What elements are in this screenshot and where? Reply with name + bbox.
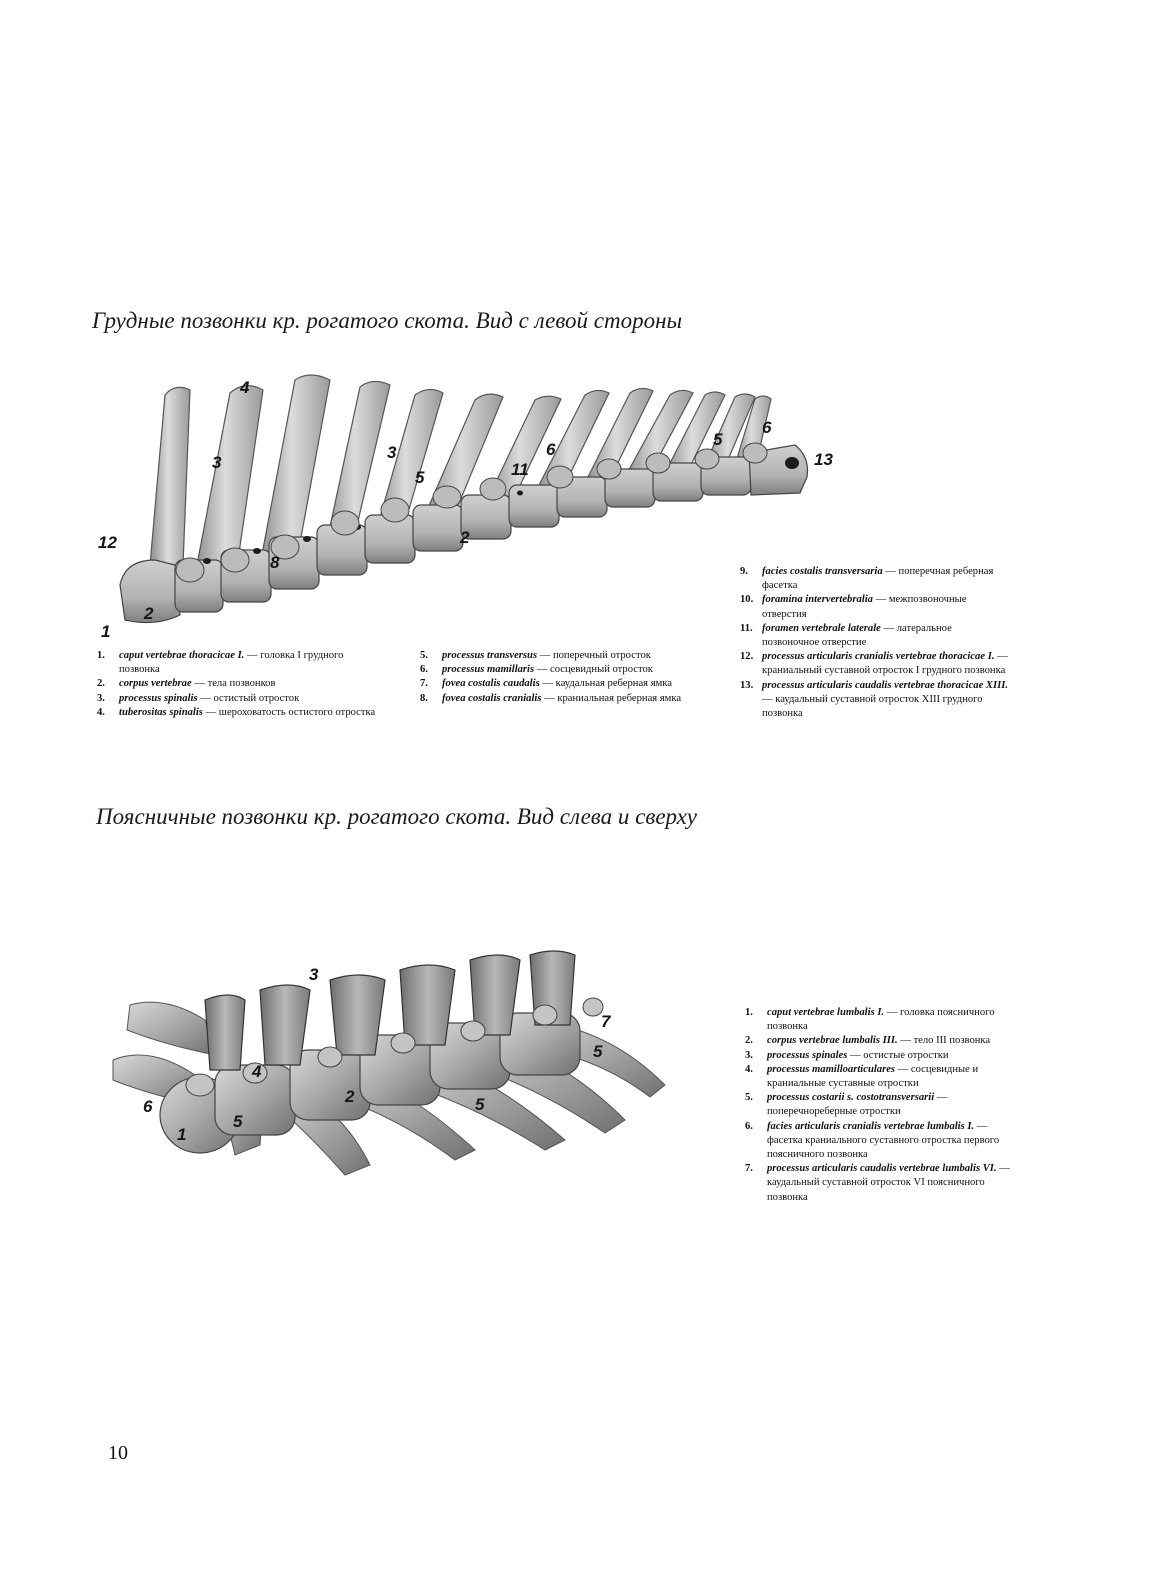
label-2a: 2 — [144, 604, 154, 623]
legend-item: 2. corpus vertebrae — тела позвонков — [97, 678, 276, 690]
label-5b: 5 — [713, 430, 723, 449]
legend-item: 1. caput vertebrae lumbalis I. — головка поясничного позвонка — [745, 1007, 995, 1033]
label-5b: 5 — [475, 1095, 485, 1114]
legend-item: 9. facies costalis transversaria — поперечная реберная фасетка — [740, 566, 994, 592]
legend-item: 6. processus mamillaris — сосцевидный отросток — [420, 664, 653, 676]
legend-item: 4. processus mamilloarticulares — сосцевидные и краниальные суставные отростки — [745, 1063, 979, 1090]
legend-item: 13. processus articularis caudalis vertebrae thoracicae XIII. — каудальный суставной отросток XIII грудного позвонка — [740, 679, 1009, 720]
legend-item: 1. caput vertebrae thoracicae I. — головка I грудного позвонка — [97, 650, 344, 676]
label-1: 1 — [177, 1125, 187, 1144]
label-5a: 5 — [233, 1112, 243, 1131]
label-3b: 3 — [387, 443, 397, 462]
label-6: 6 — [143, 1097, 153, 1116]
lumbar-title: Поясничные позвонки кр. рогатого скота. Вид слева и сверху — [96, 804, 697, 829]
legend-item: 12. processus articularis cranialis vertebrae thoracicae I. — краниальный суставной отросток I грудного позвонка — [740, 651, 1008, 677]
legend-item: 5. processus transversus — поперечный отросток — [420, 650, 651, 661]
thoracic-legend-col3 — [740, 565, 1010, 721]
legend-item: 4. tuberositas spinalis — шероховатость остистого отростка — [97, 706, 376, 718]
lumbar-legend — [745, 1006, 1013, 1205]
label-13: 13 — [814, 450, 833, 469]
label-12: 12 — [98, 533, 117, 552]
label-5a: 5 — [415, 468, 425, 487]
label-4: 4 — [240, 378, 250, 397]
label-7: 7 — [601, 1012, 611, 1031]
label-3a: 3 — [212, 453, 222, 472]
legend-item: 7. fovea costalis caudalis — каудальная реберная ямка — [420, 678, 672, 690]
legend-item: 8. fovea costalis cranialis — краниальная реберная ямка — [420, 692, 682, 704]
label-11: 11 — [511, 460, 529, 479]
label-5c: 5 — [593, 1042, 603, 1061]
label-1: 1 — [101, 622, 111, 641]
legend-item: 3. processus spinales — остистые отростки — [745, 1049, 949, 1061]
label-4: 4 — [252, 1062, 262, 1081]
label-3: 3 — [309, 965, 319, 984]
legend-item: 2. corpus vertebrae lumbalis III. — тело III позвонка — [745, 1035, 991, 1047]
legend-item: 6. facies articularis cranialis vertebrae lumbalis I. — фасетка краниального суставного отростка первого поясничного позвонка — [745, 1120, 1000, 1161]
thoracic-title: Грудные позвонки кр. рогатого скота. Вид с левой стороны — [92, 308, 683, 333]
legend-item: 10. foramina intervertebralia — межпозвоночные отверстия — [740, 594, 967, 620]
label-2b: 2 — [460, 528, 470, 547]
label-6a: 6 — [546, 440, 556, 459]
page-number: 10 — [108, 1442, 128, 1464]
legend-item: 7. processus articularis caudalis vertebrae lumbalis VI. — каудальный суставной отросток VI поясничного позвонка — [745, 1163, 1010, 1203]
thoracic-legend-col2 — [420, 649, 695, 706]
thoracic-legend-col1 — [97, 649, 377, 720]
thoracic-vertebrae-illustration — [95, 365, 835, 645]
legend-item: 3. processus spinalis — остистый отросток — [97, 692, 300, 704]
label-2: 2 — [345, 1087, 355, 1106]
label-6b: 6 — [762, 418, 772, 437]
legend-item: 5. processus costarii s. costotransversarii — поперечнореберные отростки — [745, 1092, 948, 1118]
lumbar-vertebrae-illustration — [105, 945, 685, 1205]
label-8: 8 — [270, 553, 280, 572]
legend-item: 11. foramen vertebrale laterale — латеральное позвоночное отверстие — [740, 622, 952, 649]
